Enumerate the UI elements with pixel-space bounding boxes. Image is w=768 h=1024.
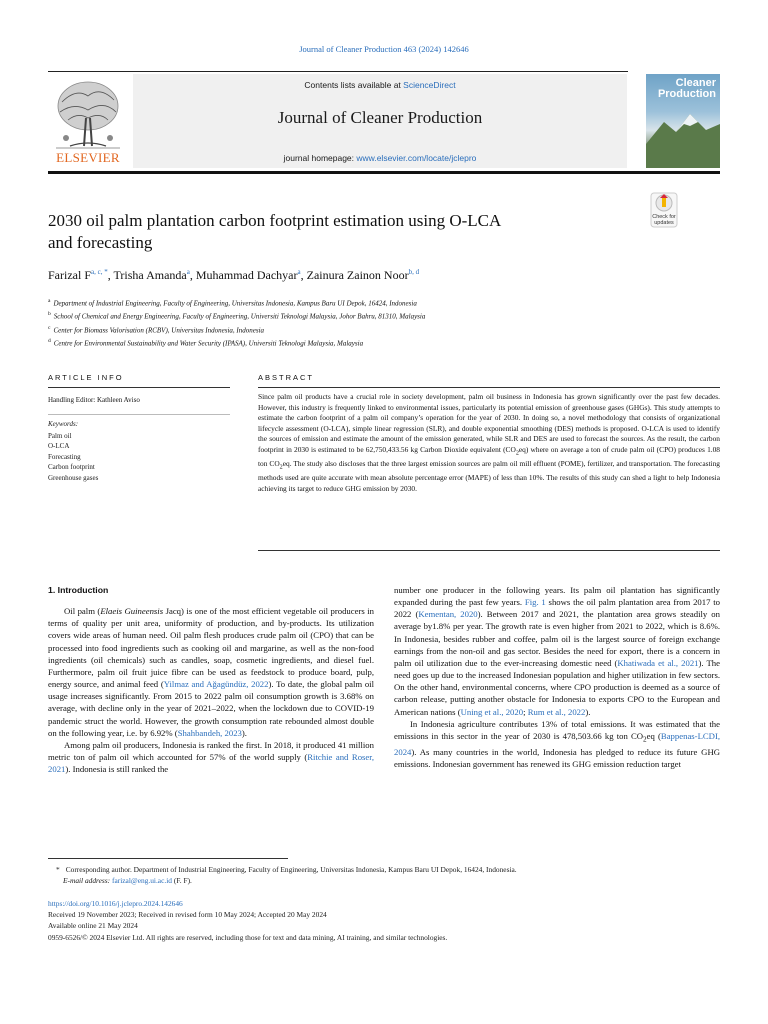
abstract-sub1: 2 <box>515 450 519 457</box>
received-dates: Received 19 November 2023; Received in revised form 10 May 2024; Accepted 20 May 2024 <box>48 910 327 920</box>
keyword-item: Forecasting <box>48 452 81 461</box>
author-affiliation-marker[interactable]: a <box>297 268 301 276</box>
citation-link[interactable]: Rum et al., 2022 <box>527 706 586 717</box>
keyword-item: Carbon footprint <box>48 463 95 472</box>
sciencedirect-link[interactable]: ScienceDirect <box>403 80 456 90</box>
text-run: In Indonesia agriculture contributes 13% of total emissions. It was estimated that the emissions in this sector in the year of 2030 is 478,503.66 kg ton CO <box>394 718 720 741</box>
affiliation-marker: d <box>48 337 51 344</box>
homepage-line <box>133 153 627 163</box>
journal-cover-image[interactable] <box>646 74 720 168</box>
text-run: ). <box>241 727 247 738</box>
article-title-line2: and forecasting <box>48 233 153 252</box>
affiliation-text: Center for Biomass Valorisation (RCBV), Universitas Indonesia, Indonesia <box>53 325 265 334</box>
abstract-sub2: 2 <box>279 464 283 471</box>
citation-link[interactable]: Kementan, 2020 <box>418 609 478 620</box>
email-line <box>48 875 720 886</box>
intro-paragraph-2 <box>48 739 374 775</box>
footnote-rule <box>48 858 288 859</box>
citation-link[interactable]: Shahbandeh, 2023 <box>177 727 242 738</box>
text-run: ). To date, the global palm oil usage increases significantly. From 2015 to 2022 palm oil consumption growth is 3.68% on average, with decline only in the year of 2021–2022, when the lockdown due to COVID-19 pandemic struct the world. However, the growth consumption rate rebounded almost double on the following year, i.e. by 6.92% ( <box>48 679 374 738</box>
available-online: Available online 21 May 2024 <box>48 921 138 931</box>
article-info-divider <box>48 414 230 415</box>
journal-citation[interactable]: Journal of Cleaner Production 463 (2024) 142646 <box>299 44 469 54</box>
author-list <box>48 268 668 283</box>
author-name[interactable]: Farizal F <box>48 268 91 282</box>
corresponding-text: Corresponding author. Department of Industrial Engineering, Faculty of Engineering, Universitas Indonesia, Kampus Baru UI Depok, 16424, Indonesia. <box>65 865 517 874</box>
citation-link[interactable]: Yilmaz and Ağagündüz, 2022 <box>163 679 269 690</box>
text-run: ; <box>523 706 528 717</box>
contents-prefix: Contents lists available at <box>304 80 404 90</box>
citation-link[interactable]: Ritchie and Roser, 2021 <box>48 752 374 775</box>
intro-paragraph-2-continued <box>394 584 720 718</box>
intro-paragraph-3 <box>394 718 720 770</box>
author-separator: , <box>107 268 114 282</box>
elsevier-wordmark: ELSEVIER <box>56 150 120 165</box>
author-separator: , <box>189 268 196 282</box>
affiliation-item <box>48 296 688 309</box>
author-name[interactable]: Trisha Amanda <box>113 268 187 282</box>
journal-homepage-link[interactable]: www.elsevier.com/locate/jclepro <box>356 153 477 163</box>
text-run: ). As many countries in the world, Indonesia has pledged to reduce its future GHG emissions. Indonesian government has renewed its GHG emission reduction target <box>394 746 720 769</box>
copyright-line: 0959-6526/© 2024 Elsevier Ltd. All rights are reserved, including those for text and data mining, AI training, and similar technologies. <box>48 932 448 942</box>
cover-title-line1: Cleaner <box>675 77 716 89</box>
affiliation-item <box>48 323 688 336</box>
article-info-rule <box>48 387 230 388</box>
header-bottom-rule <box>48 171 720 174</box>
keywords-heading: Keywords: <box>48 420 79 428</box>
citation-link[interactable]: Uning et al., 2020 <box>460 706 524 717</box>
abstract-bottom-rule <box>258 550 720 551</box>
abstract-part2: eq) where on average a ton of crude palm oil (CPO) produces 1.08 ton CO <box>258 444 720 469</box>
corresponding-author-footnote <box>48 864 720 886</box>
header-top-rule <box>48 71 628 72</box>
text-run: ). The need goes up due to the increased Indonesian population and higher utilization in few sectors. On the other hand, environmental concerns, where CPO production is deemed as a source of carbon release, putting another obstacle for Indonesia to exports CPO to the European and American nations ( <box>394 657 721 717</box>
affiliation-marker: c <box>48 324 51 331</box>
article-info-heading: ARTICLE INFO <box>48 373 124 382</box>
doi-link[interactable]: https://doi.org/10.1016/j.jclepro.2024.142646 <box>48 899 183 908</box>
co2-subscript: 2 <box>643 735 647 744</box>
text-run: ). Between 2017 and 2021, the plantation area grows steadily on average by1.8% per year. The growth rate is even higher from 2021 to 2022, which is 8.6%. In Indonesia, besides rubber and coffee, palm oil is the largest source of foreign exchange earnings from the non-oil and gas sector. Besides the need for export, there is a concern in palm oil utilization due to the ever-increasing domestic need ( <box>394 609 720 668</box>
cover-title <box>646 78 720 100</box>
intro-paragraph-1 <box>48 605 374 739</box>
text-run: Among palm oil producers, Indonesia is ranked the first. In 2018, it produced 41 million metric ton of palm oil which accounted for 57% of the world supply ( <box>48 739 374 763</box>
email-label: E-mail address: <box>63 876 111 885</box>
author-name[interactable]: Muhammad Dachyar <box>195 268 298 282</box>
article-title <box>48 210 628 254</box>
text-run: ). <box>585 706 591 717</box>
author-affiliation-marker[interactable]: a <box>186 268 190 276</box>
keyword-item: Greenhouse gases <box>48 473 99 482</box>
body-right-column <box>394 584 720 770</box>
footnote-marker: * <box>56 865 60 874</box>
citation-link[interactable]: Khatiwada et al., 2021 <box>617 657 699 668</box>
text-run: ). Indonesia is still ranked the <box>65 764 169 775</box>
citation-link[interactable]: Bappenas-LCDI, 2024 <box>394 730 721 757</box>
check-for-updates-label[interactable]: Check for updates <box>652 214 676 226</box>
affiliation-text: School of Chemical and Energy Engineering, Faculty of Engineering, Universiti Teknologi Malaysia, Johor Bahru, 81310, Malaysia <box>53 312 426 321</box>
abstract-heading: ABSTRACT <box>258 373 315 382</box>
affiliation-text: Centre for Environmental Sustainability and Water Security (IPASA), Universiti Teknologi Malaysia, Malaysia <box>53 339 364 348</box>
affiliation-text: Department of Industrial Engineering, Faculty of Engineering, Universitas Indonesia, Kampus Baru UI Depok, 16424, Indonesia <box>53 299 417 308</box>
text-run: number one producer in the following years. Its palm oil plantation has significantly expanded during the past few years. <box>394 585 720 608</box>
affiliation-list <box>48 296 688 349</box>
email-link[interactable]: farizal@eng.ui.ac.id <box>112 876 172 885</box>
abstract-part1: Since palm oil products have a crucial role in society development, palm oil business in Indonesia has grown significantly over the past few decades. However, this industry is frequently linked to environmental issues, particularly its potential emission of greenhouse gases (GHGs). This study attempts to estimate the carbon footprint of a palm oil company’s operation for the year of 2030. In doing so, a novel methodology that consists of organizational lifecycle assessment (O-LCA), simple linear regression (SLR), and double exponential smoothing (DES) methods is proposed. O-LCA is used to identify the sources of emission and estimate the amount of the emission generated, while SLR and DES are used to forecast the sources. As the result, the carbon footprint in 2030 is estimated to be 62,750,433.56 kg Carbon Dioxide equivalent (CO <box>258 392 720 454</box>
homepage-prefix: journal homepage: <box>283 153 357 163</box>
author-affiliation-marker[interactable]: a, c, * <box>91 268 108 276</box>
affiliation-marker: b <box>48 311 51 318</box>
text-run: eq ( <box>646 730 661 741</box>
cover-title-line2: Production <box>657 88 716 100</box>
keywords-list <box>48 431 98 483</box>
journal-name[interactable]: Journal of Cleaner Production <box>277 108 483 127</box>
affiliation-item <box>48 309 688 322</box>
contents-line <box>133 80 627 90</box>
corresponding-line <box>48 864 720 875</box>
article-title-line1: 2030 oil palm plantation carbon footprint estimation using O-LCA <box>48 211 502 230</box>
author-affiliation-marker[interactable]: b, d <box>408 268 420 276</box>
section-heading-introduction: 1. Introduction <box>48 585 109 595</box>
figure-link[interactable]: Fig. 1 <box>524 597 546 608</box>
author-separator: , <box>300 268 307 282</box>
abstract-part3: eq. The study also discloses that the three largest emission sources are palm oil mill effluent (POME), fertilizer, and transportation. The forecasting methods used are quite accurate with mean absolute percentage error (MAPE) of less than 10%. The results of this study can shed a light to help Indonesia achieving its target to reduce GHG emission by 2030. <box>258 459 720 493</box>
text-run: Oil palm ( <box>64 606 101 617</box>
affiliation-item <box>48 336 688 349</box>
text-run: Jacq) is one of the most efficient vegetable oil producers in terms of quality per unit area, uniformity of production, and by-products. Its utilization covers wide areas of human need. Oil palm flesh produces crude palm oil (CPO) that can be processed into food ingredients such as cooking oil and margarine, as well as the non-food ingredients (oil chemicals) such as candles, soap, cosmetic ingredients, and diesel fuel. Furthermore, palm oil fruit juice fibre can be used as feedstock to produce board, pulp, energy source, and animal feed ( <box>48 606 374 690</box>
text-run: shows the oil palm plantation area from 2017 to 2022 ( <box>394 597 720 620</box>
abstract-text <box>258 392 720 494</box>
affiliation-marker: a <box>48 298 51 304</box>
keyword-item: Palm oil <box>48 432 72 440</box>
author-name[interactable]: Zainura Zainon Noor <box>306 268 409 282</box>
abstract-top-rule <box>258 387 720 388</box>
publication-info <box>48 898 720 943</box>
email-suffix: (F. F). <box>171 876 192 885</box>
keyword-item: O-LCA <box>48 442 70 451</box>
species-name: Elaeis Guineensis <box>100 606 164 617</box>
handling-editor: Handling Editor: Kathleen Aviso <box>48 396 140 404</box>
body-left-column <box>48 584 374 775</box>
